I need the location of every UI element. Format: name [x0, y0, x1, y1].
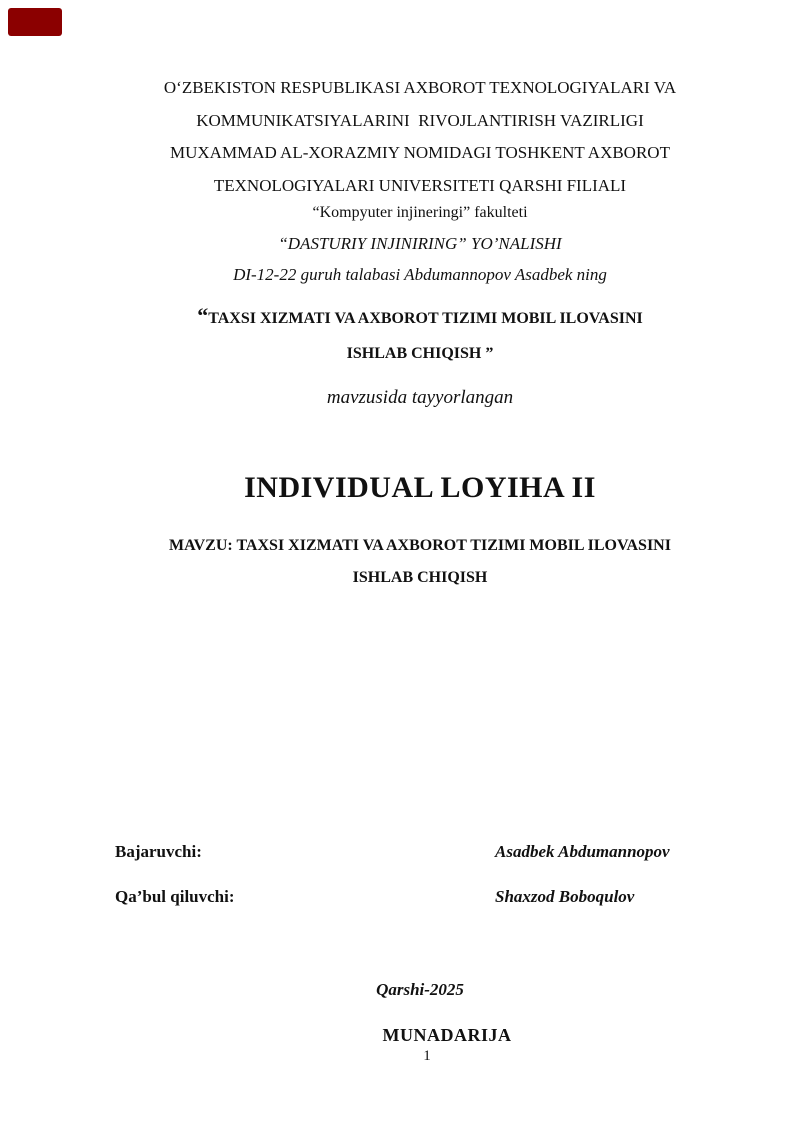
page-title: INDIVIDUAL LOYIHA II	[244, 471, 596, 504]
page-number: 1	[423, 1048, 431, 1064]
direction-line: “DASTURIY INJINIRING” YO’NALISHI	[278, 234, 562, 253]
university-line-1: MUXAMMAD AL-XORAZMIY NOMIDAGI TOSHKENT AXBOROT	[170, 143, 670, 162]
acceptor-name: Shaxzod Boboqulov	[495, 887, 635, 906]
ministry-line-2: KOMMUNIKATSIYALARINI RIVOJLANTIRISH VAZIRLIGI	[196, 110, 644, 130]
opening-quote: “	[197, 303, 209, 328]
executor-name: Asadbek Abdumannopov	[495, 842, 670, 861]
executor-label: Bajaruvchi:	[115, 842, 202, 861]
subject-line-1: MAVZU: TAXSI XIZMATI VA AXBOROT TIZIMI MOBIL ILOVASINI	[169, 537, 671, 554]
acceptor-label: Qa’bul qiluvchi:	[115, 887, 235, 906]
corner-red-mark	[8, 8, 62, 36]
subject-line-2: ISHLAB CHIQISH	[352, 569, 488, 586]
ministry-line-1: O‘ZBEKISTON RESPUBLIKASI AXBOROT TEXNOLOGIYALARI VA	[163, 78, 677, 97]
place-year: Qarshi-2025	[376, 980, 464, 999]
university-line-2: TEXNOLOGIYALARI UNIVERSITETI QARSHI FILIALI	[213, 175, 627, 195]
topic-line-1-text: TAXSI XIZMATI VA AXBOROT TIZIMI MOBIL ILOVASINI	[208, 310, 643, 327]
topic-line-2: ISHLAB CHIQISH ”	[346, 345, 494, 362]
faculty-line: “Kompyuter injineringi” fakulteti	[312, 204, 528, 221]
toc-heading: MUNADARIJA	[382, 1025, 512, 1045]
prepared-line: mavzusida tayyorlangan	[326, 387, 514, 408]
document-page	[112, 72, 728, 594]
topic-line-1	[112, 298, 728, 337]
student-line: DI-12-22 guruh talabasi Abdumannopov Asadbek ning	[233, 265, 607, 284]
